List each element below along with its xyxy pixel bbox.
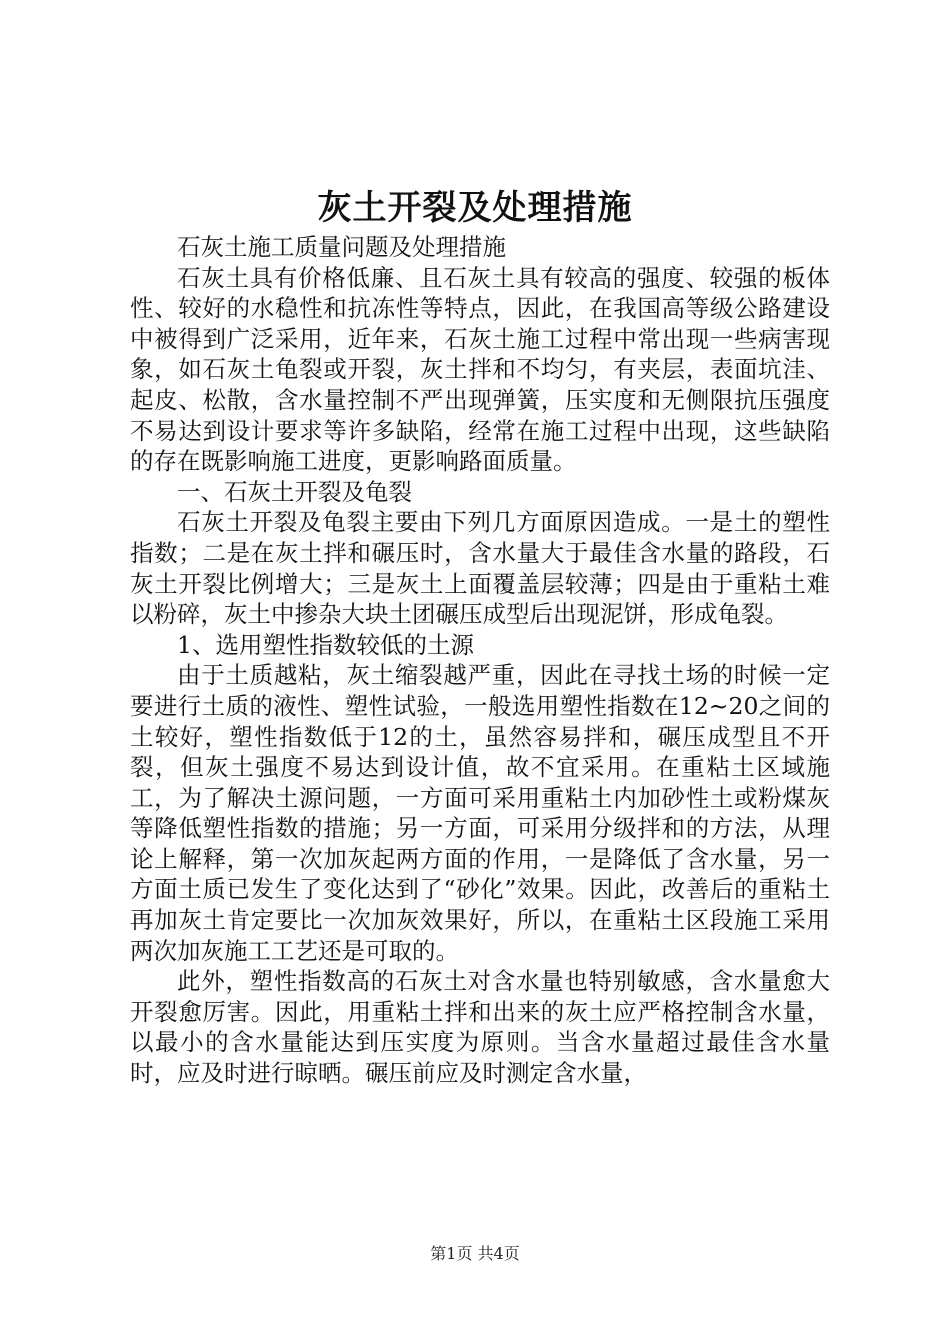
section-heading-cracking: 一、石灰土开裂及龟裂 [177,477,412,506]
paragraph-subtitle: 石灰土施工质量问题及处理措施 [177,233,506,261]
document-body [130,232,830,1089]
paragraph-moisture-control: 此外，塑性指数高的石灰土对含水量也特别敏感，含水量愈大开裂愈厉害。因此，用重粘土拌和出来的灰土应严格控制含水量，以最小的含水量能达到压实度为原则。当含水量超过最佳含水量时，应及时进行晾晒。碾压前应及时测定含水量， [130,967,830,1088]
paragraph-causes: 石灰土开裂及龟裂主要由下列几方面原因造成。一是土的塑性指数；二是在灰土拌和碾压时，含水量大于最佳含水量的路段，石灰土开裂比例增大；三是灰土上面覆盖层较薄；四是由于重粘土难以粉碎，灰土中掺杂大块土团碾压成型后出现泥饼，形成龟裂。 [130,508,830,629]
subsection-heading-soil-source: 1、选用塑性指数较低的土源 [177,630,474,659]
document-title: 灰土开裂及处理措施 [317,188,633,228]
paragraph-intro: 石灰土具有价格低廉、且石灰土具有较高的强度、较强的板体性、较好的水稳性和抗冻性等特点，因此，在我国高等级公路建设中被得到广泛采用，近年来，石灰土施工过程中常出现一些病害现象，如石灰土龟裂或开裂，灰土拌和不均匀，有夹层，表面坑洼、起皮、松散，含水量控制不严出现弹簧，压实度和无侧限抗压强度不易达到设计要求等许多缺陷，经常在施工过程中出现，这些缺陷的存在既影响施工进度，更影响路面质量。 [130,263,830,476]
page-footer: 第1页 共4页 [430,1244,520,1263]
paragraph-soil-selection: 由于土质越粘，灰土缩裂越严重，因此在寻找土场的时候一定要进行土质的液性、塑性试验，一般选用塑性指数在12~20之间的土较好，塑性指数低于12的土，虽然容易拌和，碾压成型且不开裂，但灰土强度不易达到设计值，故不宜采用。在重粘土区域施工，为了解决土源问题，一方面可采用重粘土内加砂性土或粉煤灰等降低塑性指数的措施；另一方面，可采用分级拌和的方法，从理论上解释，第一次加灰起两方面的作用，一是降低了含水量，另一方面土质已发生了变化达到了“砂化”效果。因此，改善后的重粘土再加灰土肯定要比一次加灰效果好，所以，在重粘土区段施工采用两次加灰施工工艺还是可取的。 [130,661,830,965]
